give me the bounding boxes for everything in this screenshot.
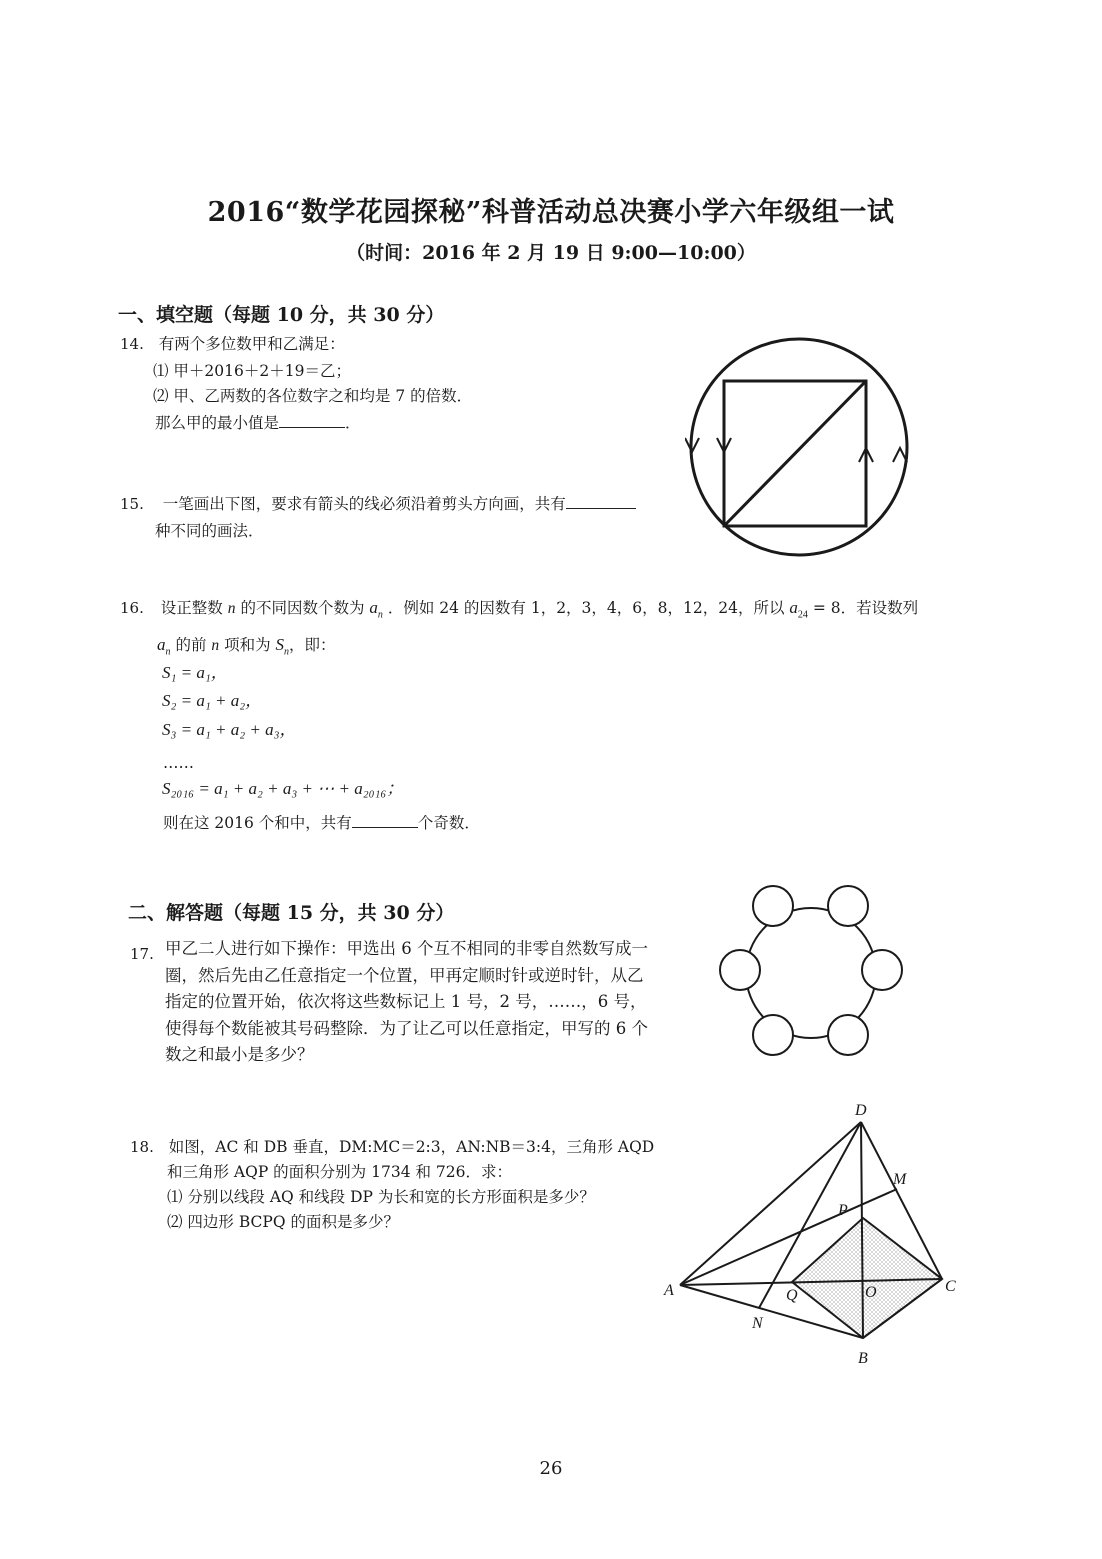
small-circle [828,886,868,926]
question-text: 一笔画出下图，要求有箭头的线必须沿着剪头方向画，共有 [162,495,566,513]
text: 设正整数 [160,599,223,617]
subscript: 24 [797,609,808,621]
ellipsis: …… [163,754,194,772]
question-number: 17. [130,945,154,963]
small-circle [828,1015,868,1055]
condition-1: ⑴ 甲＋2016＋2＋19＝乙； [153,362,351,380]
condition-2: ⑵ 甲、乙两数的各位数字之和均是 7 的倍数． [153,387,473,405]
text-line: 使得每个数能被其号码整除．为了让乙可以任意指定，甲写的 6 个 [165,1018,648,1038]
var-a: a [789,598,798,617]
question-15-line2: 种不同的画法． [155,522,264,540]
question-number: 14. [120,335,144,353]
part-2: ⑵ 四边形 BCPQ 的面积是多少？ [167,1213,399,1231]
question-18-line2: 和三角形 AQP 的面积分别为 1734 和 726．求： [167,1163,512,1181]
label-m: M [893,1171,907,1188]
formula-s3: S₃ = a₁ + a₂ + a₃， [162,720,297,739]
var-n: n [284,646,290,658]
question-number: 16. [120,599,144,617]
ask-text: 那么甲的最小值是 [155,414,280,432]
figure-geometry [655,1095,975,1385]
figure-six-circles [715,880,910,1060]
figure-circle-square [685,330,915,565]
ask-end: 个奇数． [417,814,480,832]
label-b: B [858,1350,868,1367]
text: 的不同因数个数为 [240,599,365,617]
formula-s1: S₁ = a₁， [162,663,228,682]
question-16 [120,597,918,626]
question-number: 15. [120,495,144,513]
answer-blank[interactable] [279,413,345,428]
question-14 [120,333,345,355]
var-n: n [211,637,220,654]
question-15 [120,493,636,515]
text-line: 圈，然后先由乙任意指定一个位置，甲再定顺时针或逆时针，从乙 [165,965,644,985]
formula-s2016: S₂₀₁₆ = a₁ + a₂ + a₃ + ⋯ + a₂₀₁₆； [162,779,404,798]
text: 项和为 [224,636,271,654]
question-16-ask [163,812,480,834]
small-circle [753,1015,793,1055]
question-text: 如图，AC 和 DB 垂直，DM:MC＝2:3，AN:NB＝3:4，三角形 AQD [168,1138,655,1156]
label-c: C [945,1278,956,1295]
ask-text: 则在这 2016 个和中，共有 [163,814,352,832]
small-circle [720,950,760,990]
text-line: 数之和最小是多少？ [165,1045,314,1064]
label-d: D [855,1102,867,1119]
page-title: 2016“数学花园探秘”科普活动总决赛小学六年级组一试 [207,197,895,228]
formula-s2: S₂ = a₁ + a₂， [162,691,263,710]
question-16-line2 [157,634,336,663]
question-number: 18. [130,1138,154,1156]
text: ，即： [289,636,336,654]
answer-blank[interactable] [352,813,418,828]
question-18 [130,1136,654,1158]
figure-diagonal [724,381,866,526]
page-number: 26 [539,1458,563,1479]
var-S: S [275,635,285,654]
var-n: n [227,600,236,617]
part-1: ⑴ 分别以线段 AQ 和线段 DP 为长和宽的长方形面积是多少？ [167,1188,595,1206]
label-o: O [865,1284,877,1301]
text-line: 指定的位置开始，依次将这些数标记上 1 号，2 号，……，6 号， [165,992,647,1011]
section-heading-fill-in: 一、填空题（每题 10 分，共 30 分） [118,304,445,326]
ask-end: ． [345,414,361,432]
text-line: 甲乙二人进行如下操作：甲选出 6 个互不相同的非零自然数写成一 [165,939,648,958]
text: 的前 [175,636,207,654]
arrow-up-circle-icon [893,448,907,462]
var-a: a [369,598,378,617]
question-ask [155,412,361,434]
text: = 8．若设数列 [812,599,919,617]
var-a: a [157,635,166,654]
question-17 [130,943,154,965]
label-q: Q [786,1287,798,1304]
small-circle [753,886,793,926]
label-p: P [838,1202,848,1219]
question-17-text [165,936,648,1069]
label-a: A [664,1282,674,1299]
answer-blank[interactable] [566,494,636,509]
text: ．例如 24 的因数有 1，2，3，4，6，8，12，24，所以 [387,599,785,617]
question-stem: 有两个多位数甲和乙满足： [158,335,345,353]
section-heading-answer: 二、解答题（每题 15 分，共 30 分） [128,902,455,924]
var-n: n [165,646,171,658]
var-n: n [377,609,383,621]
small-circle [862,950,902,990]
label-n: N [752,1315,763,1332]
exam-time: （时间：2016 年 2 月 19 日 9:00—10:00） [346,242,756,264]
